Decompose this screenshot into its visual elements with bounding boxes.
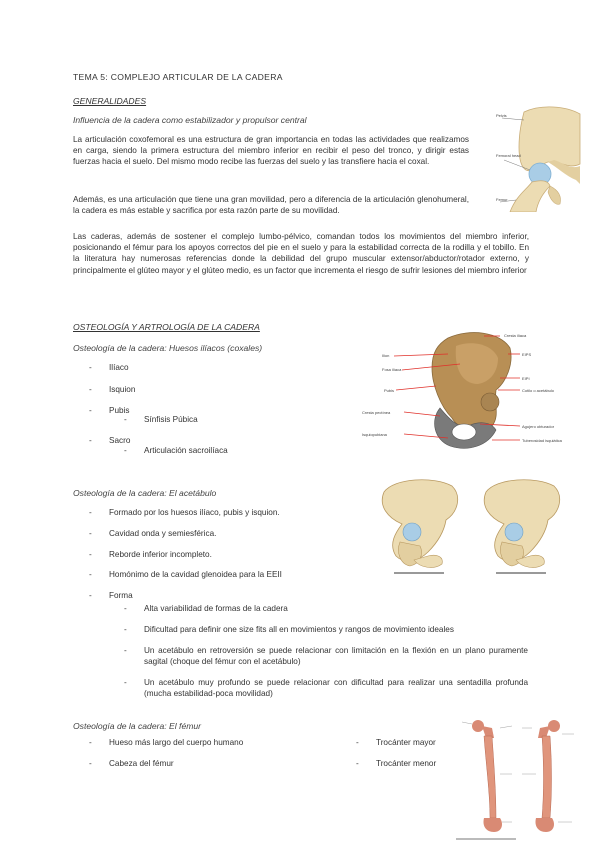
list-item-sacro: - Sacro <box>89 436 131 445</box>
hip-joint-figure <box>496 104 582 212</box>
document-title: TEMA 5: COMPLEJO ARTICULAR DE LA CADERA <box>73 72 283 82</box>
forma-subitem-3: - Un acetábulo en retroversión se puede relacionar con limitación en la flexión en un plano puramente sagital (choque del fémur con el acetábulo) <box>124 646 528 667</box>
section-heading-osteologia: OSTEOLOGÍA Y ARTROLOGÍA DE LA CADERA <box>73 322 260 332</box>
coxal-label-ilion: Ilion <box>382 353 390 358</box>
list-item-pubis: - Pubis <box>89 406 130 415</box>
list-item-isquion: - Isquion <box>89 385 136 394</box>
femur-figures <box>456 714 580 844</box>
coxal-label-cresta: Cresta ilíaca <box>504 333 527 338</box>
coxal-label-isquiopubiana: Isquiopubiana <box>362 432 387 437</box>
list-item-iliaco: - Ilíaco <box>89 363 129 372</box>
fig-label-femoral-head: Femoral head <box>496 153 521 158</box>
list-item-cavidad: - Cavidad onda y semiesférica. <box>89 529 217 538</box>
forma-subitem-1: - Alta variabilidad de formas de la cadera <box>124 604 288 613</box>
list-item-sinfisis: - Sínfisis Púbica <box>124 415 198 424</box>
coxal-label-eipi: EIPI <box>522 376 530 381</box>
paragraph-1: La articulación coxofemoral es una estructura de gran importancia en todas las actividades que realizamos en carga, siendo la primera estructura del miembro inferior en recibir el peso del tronco, y dirigir estas fuerzas hacia el suelo. Del mismo modo recibe las fuerzas del suelo y las transfiere hacia el coxal. <box>73 135 469 167</box>
coxal-label-eips: EIPS <box>522 352 532 357</box>
coxal-label-obturador: Agujero obturador <box>522 424 555 429</box>
coxal-label-fosa: Fosa ilíaca <box>382 367 402 372</box>
list-item-forma: - Forma <box>89 591 133 600</box>
subheading-influencia: Influencia de la cadera como estabilizador y propulsor central <box>73 115 307 125</box>
coxal-label-pubis: Pubis <box>384 388 395 393</box>
subheading-femur: Osteología de la cadera: El fémur <box>73 721 202 731</box>
forma-subitem-2: - Dificultad para definir one size fits all en movimientos y rangos de movimiento ideales <box>124 625 454 634</box>
coxal-label-pectinea: Cresta pectínea <box>362 410 391 415</box>
list-item-formado: - Formado por los huesos ilíaco, pubis y isquion. <box>89 508 280 517</box>
paragraph-2: Además, es una articulación que tiene una gran movilidad, pero a diferencia de la articulación glenohumeral, la cadera es más estable y sacrifica por esta razón parte de su movilidad. <box>73 195 469 216</box>
fig-label-pelvis: Pelvis <box>496 113 507 118</box>
list-item-homonimo: - Homónimo de la cavidad glenoidea para la EEII <box>89 570 282 579</box>
section-heading-generalidades: GENERALIDADES <box>73 96 147 106</box>
acetabulum-figures <box>374 472 578 582</box>
subheading-huesos-iliacos: Osteología de la cadera: Huesos ilíacos (coxales) <box>73 343 263 353</box>
list-item-sacroiliaca: - Articulación sacroilíaca <box>124 446 228 455</box>
fig-label-femur: Femur <box>496 197 508 202</box>
forma-subitem-4: - Un acetábulo muy profundo se puede relacionar con dificultad para realizar una sentadilla profunda (mucha estabilidad-poca movilidad) <box>124 678 528 699</box>
femur-item-trocanter-menor: - Trocánter menor <box>356 759 437 768</box>
subheading-acetabulo: Osteología de la cadera: El acetábulo <box>73 488 217 498</box>
coxal-bone-figure <box>360 324 576 458</box>
coxal-label-cotilo: Cotilo o acetábulo <box>522 388 555 393</box>
paragraph-3: Las caderas, además de sostener el complejo lumbo-pélvico, comandan todos los movimientos del miembro inferior, posicionando el fémur para los apoyos correctos del pie en el suelo y para la estabilidad correcta de la rodilla y el tobillo. En la literatura hay numerosas referencias donde la debilidad del grupo muscular extensor/abductor/rotador externo, y principalmente el glúteo mayor y el glúteo medio, es un factor que incrementa el riesgo de sufrir lesiones del miembro inferior <box>73 232 529 275</box>
femur-item-cabeza: - Cabeza del fémur <box>89 759 174 768</box>
femur-item-trocanter-mayor: - Trocánter mayor <box>356 738 436 747</box>
femur-item-hueso: - Hueso más largo del cuerpo humano <box>89 738 244 747</box>
coxal-label-tuberosidad: Tuberosidad isquiática <box>522 438 562 443</box>
list-item-reborde: - Reborde inferior incompleto. <box>89 550 212 559</box>
